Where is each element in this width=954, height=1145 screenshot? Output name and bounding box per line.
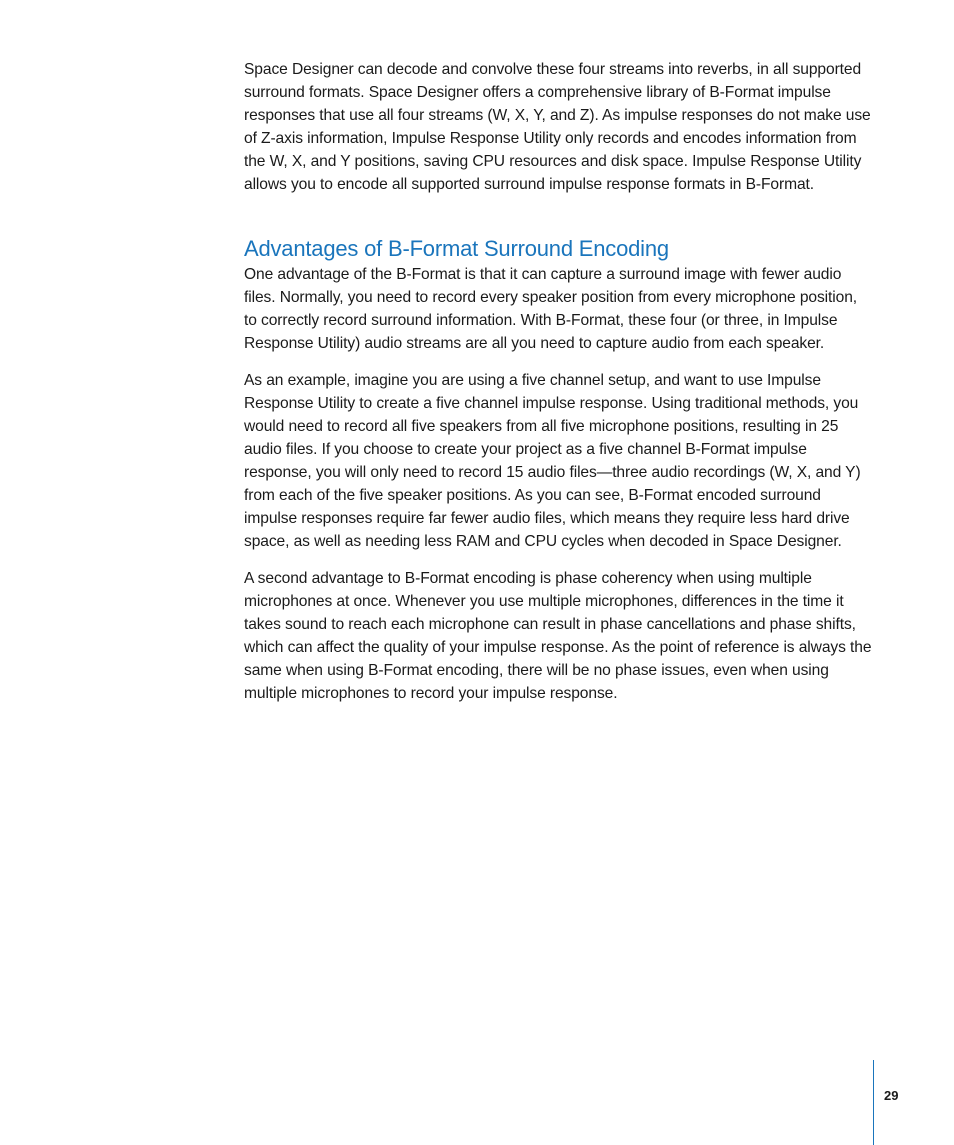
page-number: 29: [884, 1088, 899, 1103]
footer-divider: [873, 1060, 874, 1145]
section-heading: Advantages of B-Format Surround Encoding: [244, 236, 669, 261]
document-body: [244, 58, 874, 719]
intro-paragraph: Space Designer can decode and convolve these four streams into reverbs, in all supported surround formats. Space Designer offers a comprehensive library of B-Format impulse responses that use all four streams (W, X, Y, and Z). As impulse responses do not make use of Z-axis information, Impulse Response Utility only records and encodes information from the W, X, and Y positions, saving CPU resources and disk space. Impulse Response Utility allows you to encode all supported surround impulse response formats in B-Format.: [244, 61, 871, 193]
section-paragraph-3: A second advantage to B-Format encoding is phase coherency when using multiple microphones at once. Whenever you use multiple microphones, differences in the time it takes sound to reach each microphone can result in phase cancellations and phase shifts, which can affect the quality of your impulse response. As the point of reference is always the same when using B-Format encoding, there will be no phase issues, even when using multiple microphones to record your impulse response.: [244, 570, 872, 702]
section-paragraph-2: As an example, imagine you are using a five channel setup, and want to use Impulse Response Utility to create a five channel impulse response. Using traditional methods, you would need to record all five speakers from all five microphone positions, resulting in 25 audio files. If you choose to create your project as a five channel B-Format impulse response, you will only need to record 15 audio files—three audio recordings (W, X, and Y) from each of the five speaker positions. As you can see, B-Format encoded surround impulse responses require far fewer audio files, which means they require less hard drive space, as well as needing less RAM and CPU cycles when decoded in Space Designer.: [244, 372, 861, 550]
section-paragraph-1: One advantage of the B-Format is that it can capture a surround image with fewer audio files. Normally, you need to record every speaker position from every microphone position, to correctly record surround information. With B-Format, these four (or three, in Impulse Response Utility) audio streams are all you need to capture audio from each speaker.: [244, 266, 858, 352]
